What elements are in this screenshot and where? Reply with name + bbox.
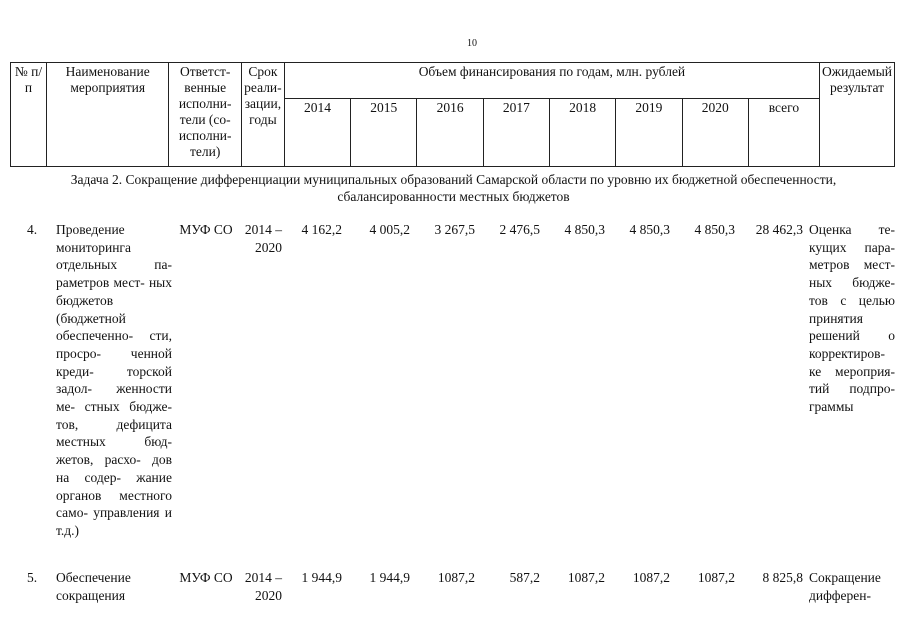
col-term-header: Срок реали- зации, годы bbox=[241, 63, 284, 167]
value-cell: 587,2 bbox=[509, 570, 540, 585]
term-cell: 2014 – 2020 bbox=[244, 570, 282, 603]
value-cell: 1 944,9 bbox=[369, 570, 410, 585]
year-header: 2014 bbox=[284, 99, 350, 167]
value-cell: 4 850,3 bbox=[564, 222, 605, 237]
value-cell: 1087,2 bbox=[697, 570, 735, 585]
term-cell: 2014 – 2020 bbox=[244, 222, 282, 255]
col-num-header: № п/п bbox=[11, 63, 47, 167]
value-cell: 4 850,3 bbox=[694, 222, 735, 237]
row-number: 4. bbox=[27, 222, 38, 237]
responsible-cell: МУФ СО bbox=[179, 570, 233, 585]
value-cell: 1087,2 bbox=[632, 570, 670, 585]
col-responsible-header: Ответст- венные исполни- тели (со- исполни- тели) bbox=[169, 63, 242, 167]
col-funding-header: Объем финансирования по годам, млн. рублей bbox=[284, 63, 819, 99]
value-cell: 4 162,2 bbox=[301, 222, 342, 237]
value-cell: 1087,2 bbox=[437, 570, 475, 585]
activity-name: Проведение мониторинга отдельных па- раметров мест- ных бюджетов (бюджетной обеспеченно- сти, просро- ченной креди- торской задол- женности ме- стных бюдже- тов, дефицита местных бюд- жетов, расхо- дов на содер- жание органов местного само- управления и т.д.) bbox=[56, 222, 172, 538]
task-title: Задача 2. Сокращение дифференциации муниципальных образований Самарской области по уровню их бюджетной обеспеченности, сбалансированности местных бюджетов bbox=[70, 172, 837, 204]
total-cell: 8 825,8 bbox=[762, 570, 803, 585]
col-result-header: Ожидаемый результат bbox=[820, 63, 895, 167]
table-header bbox=[10, 62, 895, 167]
year-header: 2017 bbox=[483, 99, 549, 167]
row-number: 5. bbox=[27, 570, 38, 585]
value-cell: 1087,2 bbox=[567, 570, 605, 585]
value-cell: 1 944,9 bbox=[301, 570, 342, 585]
responsible-cell: МУФ СО bbox=[179, 222, 233, 237]
total-header: всего bbox=[748, 99, 819, 167]
expected-result: Оценка те- кущих пара- метров мест- ных бюдже- тов с целью принятия решений о корректиров- ке мероприя- тий подпро- граммы bbox=[809, 222, 895, 415]
activity-name: Обеспечение сокращения bbox=[56, 570, 131, 603]
value-cell: 4 005,2 bbox=[369, 222, 410, 237]
year-header: 2018 bbox=[550, 99, 616, 167]
value-cell: 2 476,5 bbox=[499, 222, 540, 237]
year-header: 2019 bbox=[616, 99, 682, 167]
year-header: 2016 bbox=[417, 99, 483, 167]
page-number: 10 bbox=[467, 38, 477, 49]
value-cell: 3 267,5 bbox=[434, 222, 475, 237]
year-header: 2020 bbox=[682, 99, 748, 167]
year-header: 2015 bbox=[351, 99, 417, 167]
value-cell: 4 850,3 bbox=[629, 222, 670, 237]
expected-result: Сокращение дифферен- bbox=[809, 570, 881, 603]
col-name-header: Наименование мероприятия bbox=[46, 63, 168, 167]
total-cell: 28 462,3 bbox=[755, 222, 803, 237]
